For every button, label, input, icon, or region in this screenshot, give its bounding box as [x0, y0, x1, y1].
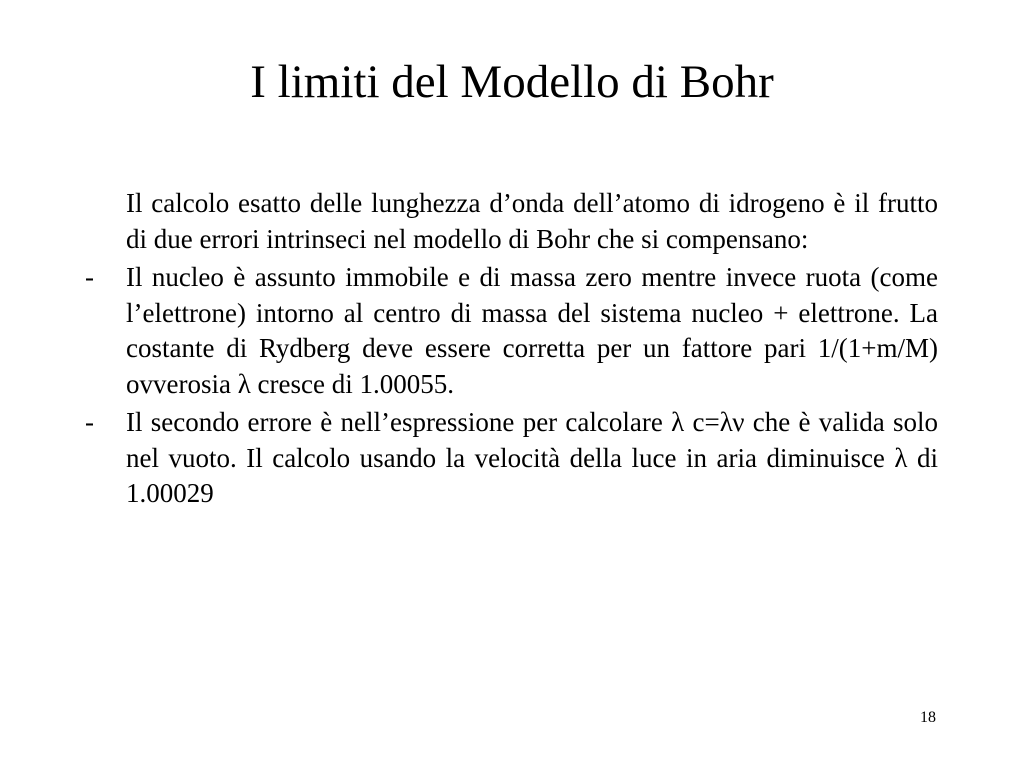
slide-title: I limiti del Modello di Bohr	[250, 56, 774, 108]
intro-paragraph: Il calcolo esatto delle lunghezza d’onda dell’atomo di idrogeno è il frutto di due errori intrinseci nel modello di Bohr che si compensano:	[126, 188, 938, 254]
bullet-item-2	[80, 405, 938, 512]
bullet-marker: -	[85, 407, 94, 437]
bullet-marker: -	[85, 262, 94, 292]
slide-body	[80, 186, 938, 515]
bullet-text: Il nucleo è assunto immobile e di massa zero mentre invece ruota (come l’elettrone) intorno al centro di massa del sistema nucleo + elettrone. La costante di Rydberg deve essere corretta per un fattore pari 1/(1+m/M) ovverosia λ cresce di 1.00055.	[126, 262, 938, 399]
bullet-text: Il secondo errore è nell’espressione per calcolare λ c=λν che è valida solo nel vuoto. Il calcolo usando la velocità della luce in aria diminuisce λ di 1.00029	[126, 407, 938, 508]
page-number: 18	[920, 709, 936, 726]
bullet-item-1	[80, 260, 938, 402]
